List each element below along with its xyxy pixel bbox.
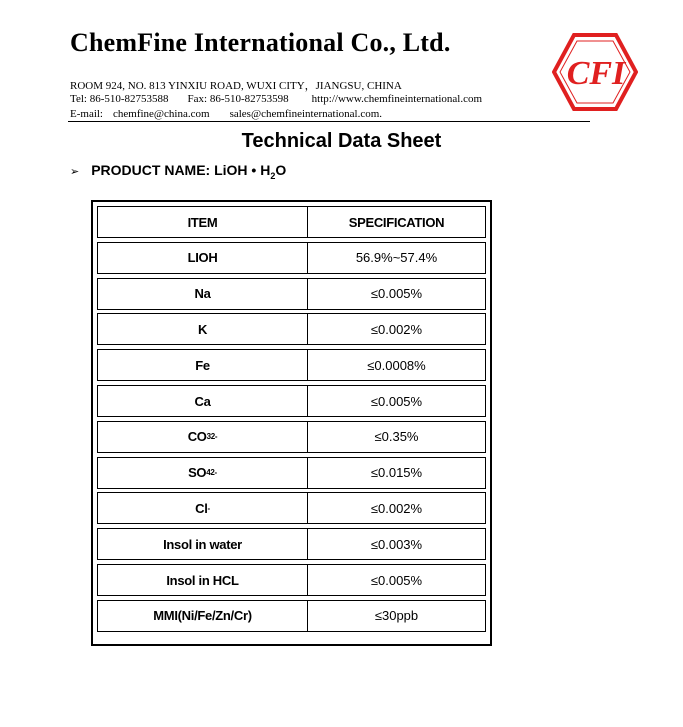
- cfi-logo-icon: [552, 32, 638, 112]
- company-name: ChemFine International Co., Ltd.: [70, 28, 451, 57]
- header-divider: [68, 121, 590, 122]
- item-superscript: 2-: [210, 468, 217, 478]
- item-label: Insol in HCL: [166, 572, 239, 588]
- spec-cell: [307, 242, 486, 274]
- item-label: Ca: [194, 393, 211, 409]
- item-cell: [97, 457, 308, 489]
- item-subscript: 4: [206, 468, 211, 478]
- spec-cell: [307, 528, 486, 560]
- item-cell: [97, 421, 308, 453]
- spec-value: ≤0.005%: [370, 572, 423, 588]
- item-subscript: 3: [206, 432, 211, 442]
- item-cell: [97, 313, 308, 345]
- spec-value: ≤0.015%: [370, 465, 423, 481]
- logo-text: CFI: [566, 55, 626, 92]
- item-label: LIOH: [187, 250, 218, 266]
- spec-value: 56.9%~57.4%: [355, 250, 438, 266]
- item-cell: [97, 564, 308, 596]
- spec-cell: [307, 600, 486, 632]
- item-cell: [97, 385, 308, 417]
- spec-cell: [307, 421, 486, 453]
- item-cell: [97, 492, 308, 524]
- item-label: SO: [188, 465, 207, 481]
- company-address: ROOM 924, NO. 813 YINXIU ROAD, WUXI CITY，JIANGSU, CHINA: [70, 80, 402, 92]
- spec-table: [91, 200, 492, 646]
- arrowhead-bullet-icon: ➢: [70, 166, 80, 178]
- email-link-2[interactable]: sales@chemfineinternational.com.: [229, 108, 383, 120]
- email-link-1[interactable]: chemfine@china.com: [113, 108, 210, 120]
- item-label: MMI(Ni/Fe/Zn/Cr): [153, 608, 252, 624]
- item-cell: [97, 600, 308, 632]
- item-label: Na: [194, 286, 211, 302]
- fax-number: Fax: 86-510-82753598: [187, 93, 289, 105]
- header-item-cell: [97, 206, 308, 238]
- spec-cell: [307, 564, 486, 596]
- spec-value: ≤0.0008%: [367, 357, 426, 373]
- item-label: CO: [187, 429, 207, 445]
- item-cell: [97, 528, 308, 560]
- product-tail: O: [275, 162, 287, 178]
- email-label: E-mail:: [70, 108, 103, 120]
- product-subscript: 2: [270, 170, 276, 181]
- spec-cell: [307, 278, 486, 310]
- spec-cell: [307, 385, 486, 417]
- header-spec-cell: [307, 206, 486, 238]
- item-cell: [97, 278, 308, 310]
- item-cell: [97, 242, 308, 274]
- spec-value: ≤0.005%: [370, 286, 423, 302]
- contact-line: [70, 93, 482, 105]
- page-title: Technical Data Sheet: [241, 130, 442, 152]
- spec-cell: [307, 313, 486, 345]
- spec-value: ≤0.005%: [370, 393, 423, 409]
- product-name: [70, 162, 286, 181]
- item-label: Insol in water: [163, 536, 242, 552]
- spec-value: ≤0.35%: [374, 429, 419, 445]
- spec-value: ≤0.003%: [370, 536, 423, 552]
- column-header: SPECIFICATION: [348, 214, 445, 230]
- spec-cell: [307, 349, 486, 381]
- item-superscript: 2-: [210, 432, 218, 442]
- email-line: [70, 108, 382, 120]
- item-superscript: -: [207, 503, 210, 513]
- spec-cell: [307, 492, 486, 524]
- spec-value: ≤0.002%: [370, 500, 423, 516]
- spec-cell: [307, 457, 486, 489]
- column-header: ITEM: [187, 214, 218, 230]
- tel-number: Tel: 86-510-82753588: [70, 93, 169, 105]
- item-label: Fe: [195, 357, 210, 373]
- product-label: PRODUCT NAME: LiOH • H: [91, 162, 271, 178]
- spec-value: ≤30ppb: [374, 608, 419, 624]
- spec-value: ≤0.002%: [370, 321, 423, 337]
- item-label: Cl: [195, 500, 208, 516]
- website-link[interactable]: http://www.chemfineinternational.com: [311, 93, 483, 105]
- item-label: K: [197, 321, 208, 337]
- item-cell: [97, 349, 308, 381]
